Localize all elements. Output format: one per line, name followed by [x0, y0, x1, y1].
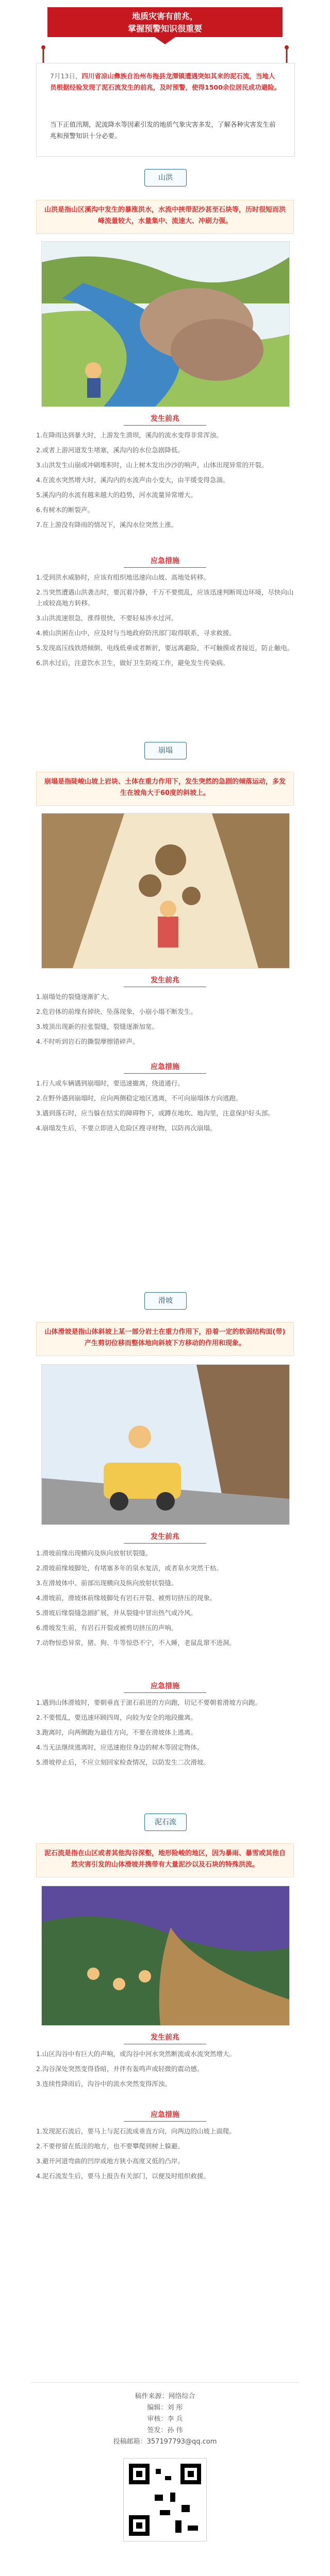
list-item: 7.动物惊恐异常，猪、狗、牛等惊恐不宁，不入睡，老鼠乱窜不进洞。: [36, 1639, 236, 1647]
list-item: 3.山洪流速很急，涨得很快，不要轻易涉水过河。: [36, 614, 178, 622]
list-item: 3.连续性降雨后，沟谷中的流水突然变得浑浊。: [36, 2080, 171, 2088]
pin-icon: [32, 45, 55, 63]
list-item: 2.危岩体的前缘有掉块、坠落现象，小崩小塌不断发生。: [36, 1008, 197, 1015]
list-item: 3.跑离时，向两侧跑为最佳方向，不要在滑坡体上逃离。: [36, 1728, 197, 1736]
list-item: 1.山区沟谷中有巨大的声响，或沟谷中河水突然断流或水流突然增大。: [36, 2050, 236, 2058]
footer: [0, 2370, 330, 2511]
list-item: 3.避开河道弯曲的凹岸或地方狭小高度又低的凸岸。: [36, 2157, 184, 2165]
list-item: 6.有树木的断裂声。: [36, 506, 94, 514]
list-item: 6.滑坡发生前，有岩石开裂或被剪切挤压的声响。: [36, 1624, 178, 1632]
list-item: 3.坡顶出现新的拉张裂缝，裂缝逐渐加宽。: [36, 1023, 158, 1030]
list-item: 2.不要慌乱，要迅速环顾四周，向较为安全的地段撤离。: [36, 1714, 197, 1721]
list-item: 4.滑坡前，滑坡体前缘坡脚处有岩石开裂、被剪切挤压的现象。: [36, 1594, 217, 1602]
landslide-illustration: [41, 1364, 290, 1525]
page-title-line1: 地质灾害有前兆，: [131, 11, 198, 21]
list-item: 3.在滑坡体中、前部出现横向及纵向放射状裂缝。: [36, 1579, 178, 1587]
list-item: 2.沟谷深处突然变得昏暗，并伴有轰鸣声或轻微的震动感。: [36, 2065, 204, 2073]
intro-date: 7月13日，: [50, 72, 82, 80]
list-item: 1.在降雨达到暴大时，上游发生溃坝，溪沟的流水变得非常浑浊。: [36, 431, 223, 439]
precursor-list: [36, 2048, 294, 2093]
section-label-debrisflow: 泥石流: [144, 1814, 187, 1831]
list-item: 6.洪水过后，注意饮水卫生，做好卫生防疫工作，避免发生传染病。: [36, 659, 229, 667]
list-item: 2.不要停留在低洼的地方，也不要攀爬到树上躲避。: [36, 2142, 184, 2150]
footer-divider: [31, 2382, 299, 2383]
precursor-list: [36, 430, 294, 534]
precursor-heading: 发生前兆: [0, 975, 330, 985]
list-item: 1.行人或车辆遇到崩塌时，要迅速撤离，绕道通行。: [36, 1079, 184, 1087]
section-label-flashflood: 山洪: [144, 169, 187, 187]
flashflood-illustration: [41, 241, 290, 407]
section-label-landslide: 滑坡: [144, 1292, 187, 1310]
response-heading: 应急措施: [0, 1061, 330, 1072]
pin-icon: [275, 45, 298, 63]
list-item: 4.不时听到岩石的撕裂摩擦错碎声。: [36, 1038, 139, 1045]
section-highlight: 崩塌是指陡峻山坡上岩块、土体在重力作用下，发生突然的急剧的倾落运动，多发生在坡角大于60度的斜坡上。: [36, 772, 294, 806]
page-title-banner: [47, 7, 283, 37]
section-highlight: 山洪是指山区溪沟中发生的暴涨洪水，水流中挟带泥沙甚至石块等，历时很短而洪峰流量较大，水量集中、流速大、冲刷力强。: [36, 200, 294, 234]
list-item: 1.发现泥石流后，要马上与泥石流成垂直方向，向两边的山坡上面爬。: [36, 2127, 236, 2135]
precursor-heading: 发生前兆: [0, 2032, 330, 2042]
list-item: 2.或者上游河道发生堵塞，溪沟内的水位急剧降低。: [36, 446, 184, 454]
response-heading: 应急措施: [0, 2109, 330, 2120]
intro-paragraph-2: 当下正值汛期，泥流降水等因素引发的地质气象灾害多发，了解各种灾害发生前兆和预警知识十分必要。: [50, 121, 276, 140]
response-list: [36, 572, 294, 672]
list-item: 5.发现高压线铁塔倾倒、电线低垂或者断折，要远离避险，不可触摸或者接近，防止触电。: [36, 644, 294, 652]
page-title-line2: 掌握预警知识很重要: [127, 24, 202, 33]
list-item: 4.被山洪困在山中，应及时与当地政府防汛部门取得联系，寻求救援。: [36, 629, 236, 637]
list-item: 3.遇到落石时，应当躲在结实的障碍物下，或蹲在地坎、地沟里，注意保护好头部。: [36, 1109, 274, 1117]
debrisflow-illustration: [41, 1886, 290, 2026]
list-item: 3.山洪发生山崩或冲刷堆积时，山上树木发出沙沙的响声，山体出现异常的开裂。: [36, 461, 268, 469]
list-item: 4.泥石流发生后，要马上报告有关部门，以便及时组织救援。: [36, 2172, 210, 2180]
response-list: [36, 2126, 294, 2185]
list-item: 2.滑坡前缘坡脚处，有堵塞多年的泉水复活，或者泉水突然干枯。: [36, 1564, 223, 1572]
list-item: 4.在流水突然增大时，溪沟内的水流声由小变大，由平缓变得急湍。: [36, 476, 229, 484]
precursor-heading: 发生前兆: [0, 1531, 330, 1541]
footer-editor: 编辑：刘 彤: [147, 2404, 183, 2412]
section-highlight: 泥石流是指在山区或者其他沟谷深壑，地形险峻的地区，因为暴雨、暴雪或其他自然灾害引发的山体滑坡并携带有大量泥沙以及石块的特殊洪流。: [36, 1843, 294, 1877]
list-item: 2.当突然遭遇山洪袭击时，要沉着冷静，千万不要慌乱，应该迅速判断周边环境，尽快向山上或较高地方转移。: [36, 588, 294, 607]
response-heading: 应急措施: [0, 555, 330, 566]
list-item: 4.当无法继续逃离时，应迅速抱住身边的树木等固定物体。: [36, 1743, 204, 1751]
intro-paragraph-1: 7月13日，四川省凉山彝族自治州布拖县龙潭镇遭遇突如其来的泥石流，当地人员根据经验发现了泥石流发生的前兆，及时预警，使得1500余位居民成功避险。: [50, 72, 281, 91]
precursor-list: [36, 1548, 294, 1652]
footer-approver: 签发：孙 伟: [147, 2427, 183, 2434]
collapse-illustration: [41, 813, 290, 969]
list-item: 5.溪沟内的水流有越来越大的趋势，河水流量异常增大。: [36, 491, 197, 499]
section-label-collapse: 崩塌: [144, 742, 187, 759]
footer-reviewer: 审核：李 兵: [147, 2415, 183, 2423]
list-item: 1.滑坡前缘出现横向及纵向放射状裂缝。: [36, 1549, 152, 1557]
list-item: 1.崩塌处的裂缝逐渐扩大。: [36, 993, 113, 1001]
response-heading: 应急措施: [0, 1681, 330, 1691]
precursor-heading: 发生前兆: [0, 413, 330, 423]
footer-email: 投稿邮箱：357197793@qq.com: [113, 2438, 217, 2446]
precursor-list: [36, 991, 294, 1051]
list-item: 1.受到洪水威胁时，应该有组织地迅速向山坡、高地处转移。: [36, 573, 210, 581]
list-item: 5.滑坡后缘裂缝急剧扩展，并从裂缝中冒出热气或冷风。: [36, 1609, 197, 1617]
list-item: 5.滑坡停止后，不应立刻回家检查情况，以防发生二次滑坡。: [36, 1758, 210, 1766]
title-pointer: [155, 37, 175, 44]
list-item: 4.崩塌发生后，不要立即进入危险区搜寻财物，以防再次崩塌。: [36, 1124, 217, 1132]
response-list: [36, 1697, 294, 1772]
footer-source: 稿件来源：网络综合: [135, 2393, 195, 2400]
section-highlight: 山体滑坡是指山体斜坡上某一部分岩土在重力作用下，沿着一定的软弱结构面(带)产生剪切位移而整体地向斜坡下方移动的作用和现象。: [36, 1322, 294, 1356]
intro-card: [36, 63, 295, 157]
list-item: 1.遇到山体滑坡时，要朝垂直于滚石前进的方向跑，切记不要朝着滑坡方向跑。: [36, 1699, 261, 1706]
qr-code: [123, 2458, 207, 2541]
footer-credits: [0, 2391, 330, 2448]
response-list: [36, 1078, 294, 1138]
list-item: 2.在野外遇到崩塌时，应向两侧稳定地区逃离，不可向崩塌体方向逃跑。: [36, 1094, 242, 1102]
list-item: 7.在上游没有降雨的情况下，溪沟水位突然上涨。: [36, 521, 178, 529]
